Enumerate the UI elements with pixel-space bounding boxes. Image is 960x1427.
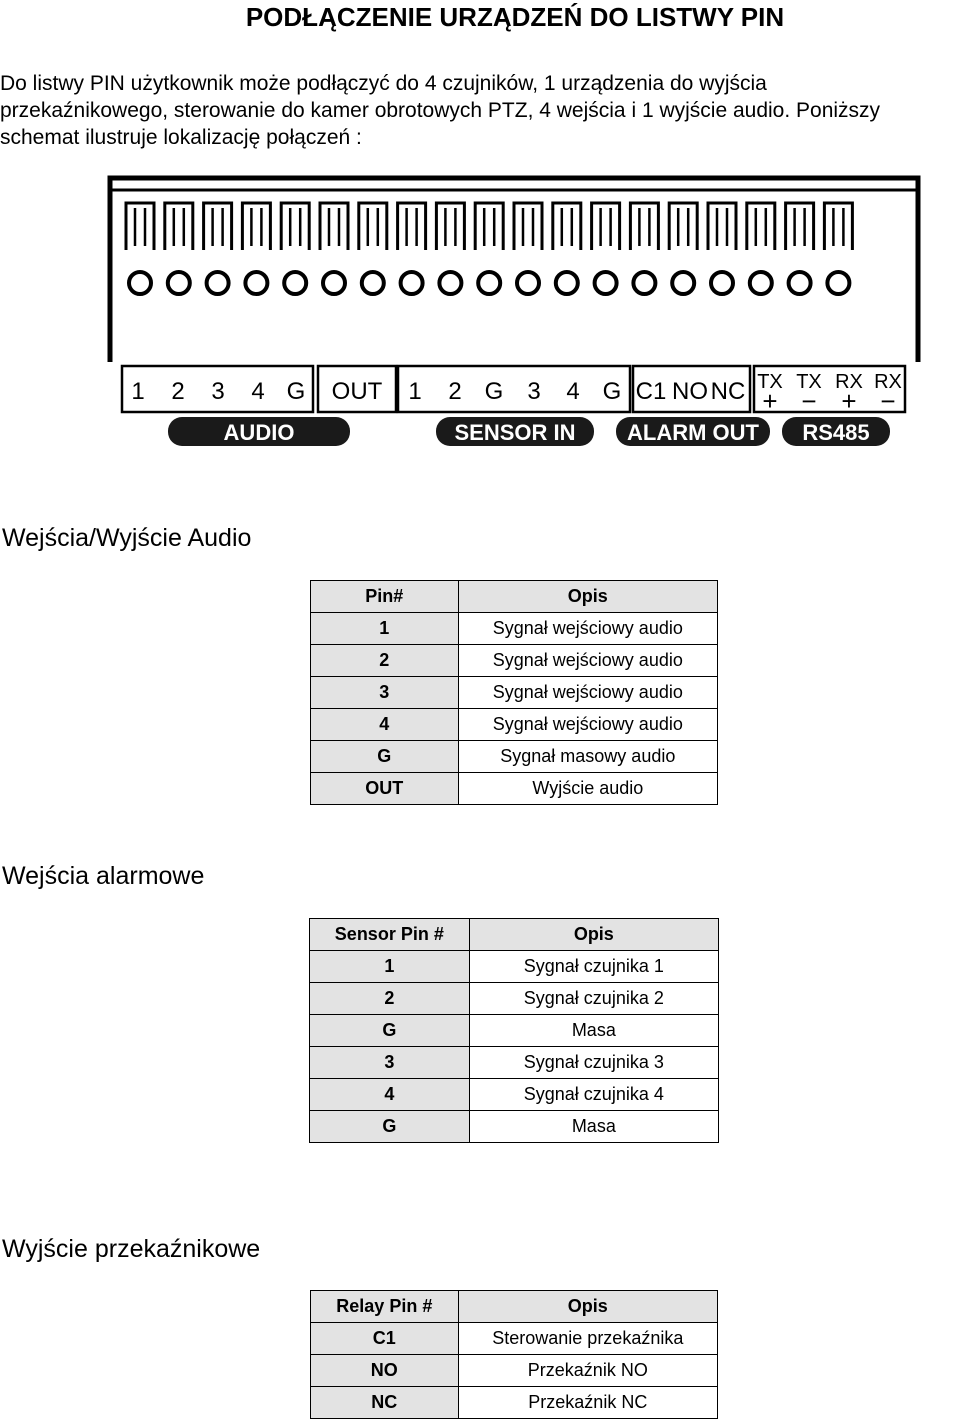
table-row: [311, 645, 718, 677]
pin-cell: NO: [311, 1355, 459, 1387]
screw-terminal: [595, 272, 617, 294]
pin-label: RX: [835, 371, 863, 393]
pin-label: RX: [874, 371, 902, 393]
pin-cell: C1: [311, 1323, 459, 1355]
table-row: [311, 677, 718, 709]
pin-cell: NC: [311, 1387, 459, 1419]
clamp-slot: [320, 203, 348, 250]
clamp-slot: [475, 203, 503, 250]
description-cell: Sygnał wejściowy audio: [458, 613, 717, 645]
description-header-cell: Opis: [458, 581, 717, 613]
pin-header-cell: Sensor Pin #: [310, 919, 470, 951]
pin-cell: 2: [311, 645, 459, 677]
pin-label: G: [286, 378, 306, 405]
description-cell: Przekaźnik NO: [458, 1355, 717, 1387]
table-row: [310, 1047, 719, 1079]
screw-terminal: [517, 272, 539, 294]
clamp-slot: [165, 203, 193, 250]
pin-cell: G: [310, 1015, 470, 1047]
pin-header-cell: Relay Pin #: [311, 1291, 459, 1323]
screw-terminal: [323, 272, 345, 294]
pin-polarity: −: [801, 386, 817, 416]
table-row: [311, 1387, 718, 1419]
table-header-row: [311, 1291, 718, 1323]
description-header-cell: Opis: [469, 919, 718, 951]
screw-terminal: [129, 272, 151, 294]
table-row: [311, 1355, 718, 1387]
page-title: PODŁĄCZENIE URZĄDZEŃ DO LISTWY PIN: [245, 2, 785, 32]
group-label: ALARM OUT: [627, 420, 759, 445]
label-box: [398, 366, 630, 412]
screw-terminal: [672, 272, 694, 294]
clamp-slot: [514, 203, 542, 250]
table-row: [311, 741, 718, 773]
screw-terminal: [245, 272, 267, 294]
table-header-row: [311, 581, 718, 613]
pin-strip-diagram: [0, 170, 960, 460]
pin-label: 4: [251, 378, 265, 405]
screw-terminal: [439, 272, 461, 294]
description-header-cell: Opis: [458, 1291, 717, 1323]
description-cell: Sygnał czujnika 4: [469, 1079, 718, 1111]
description-cell: Sygnał wejściowy audio: [458, 677, 717, 709]
clamp-slot: [630, 203, 658, 250]
clamp-slot: [242, 203, 270, 250]
pin-polarity: −: [880, 386, 896, 416]
screw-terminal: [789, 272, 811, 294]
description-cell: Sygnał czujnika 2: [469, 983, 718, 1015]
description-cell: Sygnał wejściowy audio: [458, 709, 717, 741]
description-cell: Sygnał czujnika 3: [469, 1047, 718, 1079]
screw-terminal: [750, 272, 772, 294]
description-cell: Wyjście audio: [458, 773, 717, 805]
pin-label: NO: [672, 378, 708, 405]
pin-label: TX: [757, 371, 783, 393]
clamp-slot: [824, 203, 852, 250]
clamp-slot: [359, 203, 387, 250]
pin-cell: 3: [311, 677, 459, 709]
relay-section-title: Wyjście przekaźnikowe: [2, 1235, 261, 1263]
pin-label: G: [484, 378, 504, 405]
pin-label: 1: [131, 378, 145, 405]
clamp-slot: [708, 203, 736, 250]
screw-terminal: [556, 272, 578, 294]
clamp-slot: [436, 203, 464, 250]
table-row: [310, 1079, 719, 1111]
screw-terminal: [284, 272, 306, 294]
screw-terminal: [711, 272, 733, 294]
pin-cell: 2: [310, 983, 470, 1015]
pin-label: 4: [566, 378, 580, 405]
pin-cell: G: [311, 741, 459, 773]
group-label: SENSOR IN: [454, 420, 576, 445]
table-row: [311, 613, 718, 645]
audio-pin-table: [310, 580, 718, 805]
clamp-slot: [592, 203, 620, 250]
pin-polarity: +: [762, 386, 778, 416]
description-cell: Masa: [469, 1015, 718, 1047]
pin-label: 2: [448, 378, 462, 405]
relay-pin-table: [310, 1290, 718, 1419]
screw-terminal: [827, 272, 849, 294]
pin-label: TX: [796, 371, 822, 393]
screw-terminal: [207, 272, 229, 294]
clamp-slot: [126, 203, 154, 250]
table-row: [310, 1111, 719, 1143]
screw-terminal: [362, 272, 384, 294]
clamp-slot: [553, 203, 581, 250]
table-row: [311, 1323, 718, 1355]
screw-terminal: [478, 272, 500, 294]
description-cell: Sygnał czujnika 1: [469, 951, 718, 983]
pin-cell: OUT: [311, 773, 459, 805]
audio-section-title: Wejścia/Wyjście Audio: [2, 524, 252, 552]
pin-cell: G: [310, 1111, 470, 1143]
alarm-section-title: Wejścia alarmowe: [2, 862, 205, 890]
clamp-slot: [281, 203, 309, 250]
pin-header-cell: Pin#: [311, 581, 459, 613]
description-cell: Przekaźnik NC: [458, 1387, 717, 1419]
screw-terminal: [168, 272, 190, 294]
table-row: [310, 951, 719, 983]
pin-label: NC: [710, 378, 746, 405]
clamp-slot: [669, 203, 697, 250]
table-row: [310, 1015, 719, 1047]
screw-terminal: [401, 272, 423, 294]
pin-label: G: [602, 378, 622, 405]
pin-label: 3: [527, 378, 541, 405]
description-cell: Sygnał masowy audio: [458, 741, 717, 773]
pin-label: 1: [408, 378, 422, 405]
description-cell: Sterowanie przekaźnika: [458, 1323, 717, 1355]
description-cell: Sygnał wejściowy audio: [458, 645, 717, 677]
clamp-slot: [786, 203, 814, 250]
pin-label: 2: [171, 378, 185, 405]
group-label: RS485: [802, 420, 870, 445]
alarm-pin-table: [309, 918, 719, 1143]
pin-cell: 1: [311, 613, 459, 645]
clamp-slot: [204, 203, 232, 250]
pin-label: OUT: [331, 378, 383, 405]
group-label: AUDIO: [223, 420, 295, 445]
description-cell: Masa: [469, 1111, 718, 1143]
pin-cell: 4: [310, 1079, 470, 1111]
table-row: [311, 773, 718, 805]
intro-paragraph: Do listwy PIN użytkownik może podłączyć do 4 czujników, 1 urządzenia do wyjścia przekaźnikowego, sterowanie do kamer obrotowych PTZ, 4 wejścia i 1 wyjście audio. Poniższy schemat ilustruje lokalizację połączeń :: [0, 72, 881, 149]
clamp-slot: [747, 203, 775, 250]
pin-label: 3: [211, 378, 225, 405]
pin-polarity: +: [841, 386, 857, 416]
pin-cell: 1: [310, 951, 470, 983]
clamp-slot: [398, 203, 426, 250]
screw-terminal: [633, 272, 655, 294]
pin-cell: 4: [311, 709, 459, 741]
table-row: [311, 709, 718, 741]
table-row: [310, 983, 719, 1015]
pin-label: C1: [635, 378, 667, 405]
pin-cell: 3: [310, 1047, 470, 1079]
table-header-row: [310, 919, 719, 951]
